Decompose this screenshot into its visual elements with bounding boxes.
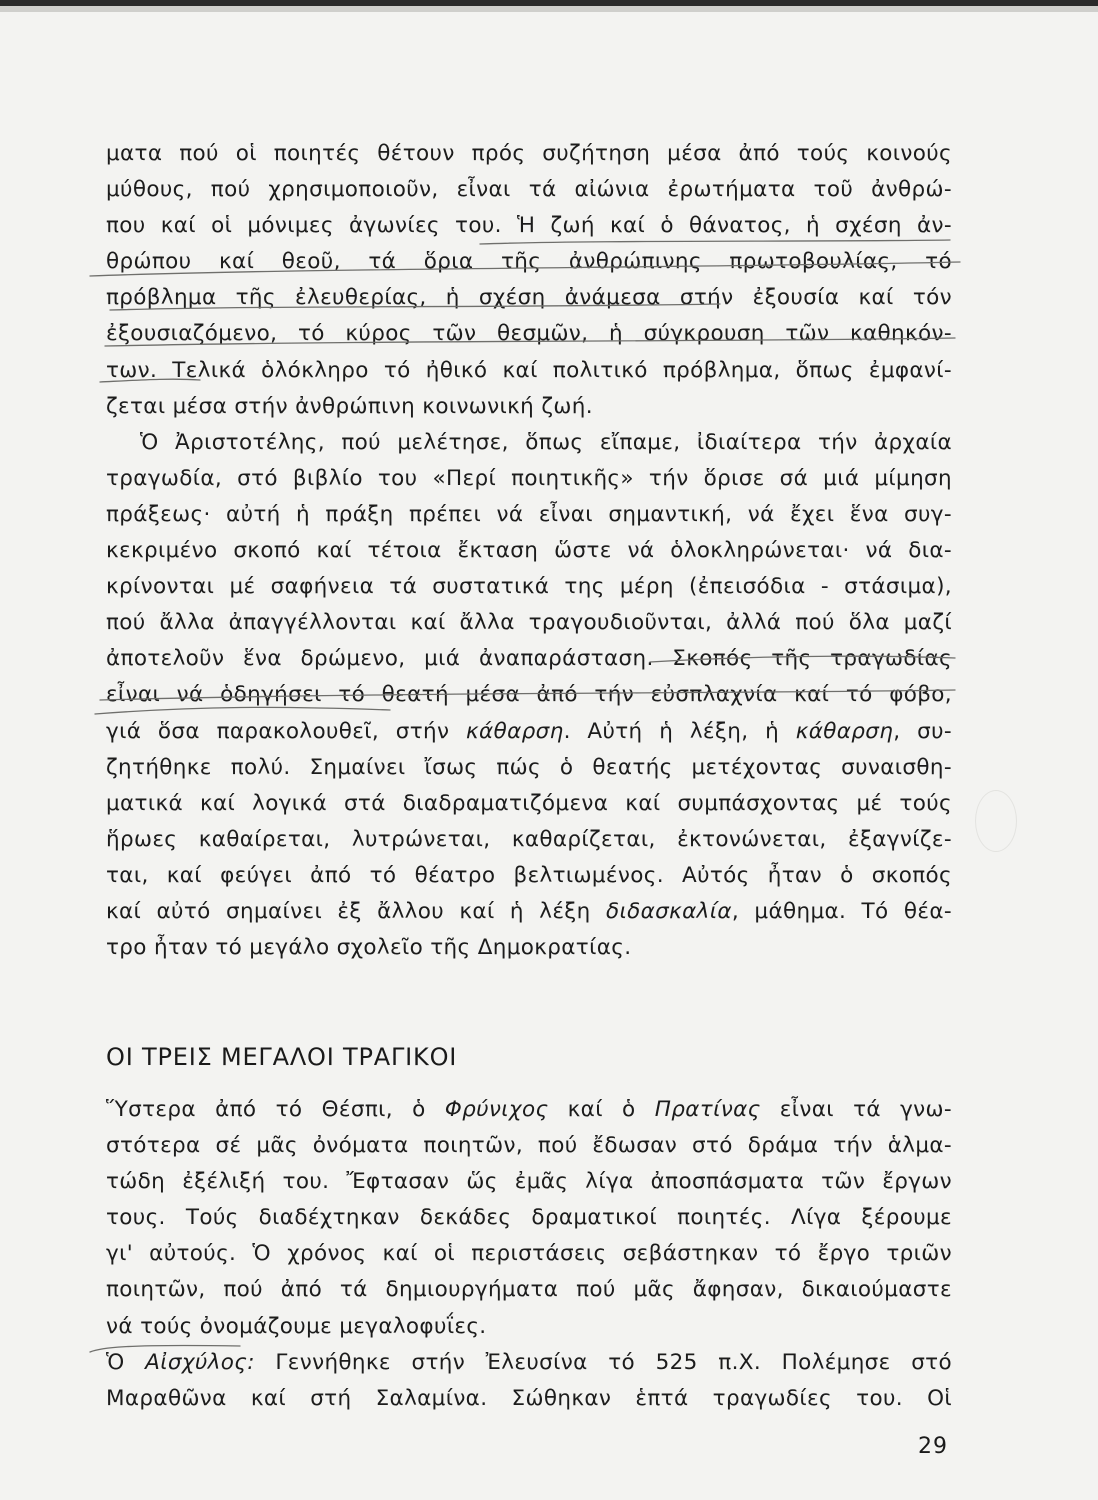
page-top-shadow — [0, 6, 1098, 12]
text-run: Γεννήθηκε στήν Ἐλευσίνα τό 525 π.Χ. Πολέμησε στό — [254, 1349, 952, 1375]
section-heading: ΟΙ ΤΡΕΙΣ ΜΕΓΑΛΟΙ ΤΡΑΓΙΚΟΙ — [106, 1043, 458, 1071]
bleed-through-mark — [975, 790, 1017, 852]
text-line: κεκριμένο σκοπό καί τέτοια ἔκταση ὥστε νά ὁλοκληρώνεται· νά δια- — [106, 538, 952, 564]
text-line: των. Τελικά ὁλόκληρο τό ἠθικό καί πολιτικό πρόβλημα, ὅπως ἐμφανί- — [106, 357, 952, 383]
text-line: ζεται μέσα στήν ἀνθρώπινη κοινωνική ζωή. — [106, 393, 593, 419]
text-run: καί αὐτό σημαίνει ἐξ ἄλλου καί ἡ λέξη — [106, 898, 606, 924]
text-line: γι' αὐτούς. Ὁ χρόνος καί οἱ περιστάσεις σεβάστηκαν τό ἔργο τριῶν — [106, 1241, 952, 1267]
text-line: τραγωδία, στό βιβλίο του «Περί ποιητικῆς» τήν ὅρισε σά μιά μίμηση — [106, 465, 952, 491]
text-line: θρώπου καί θεοῦ, τά ὅρια τῆς ἀνθρώπινης πρωτοβουλίας, τό — [106, 249, 952, 275]
text-line: νά τούς ὀνομάζουμε μεγαλοφυΐες. — [106, 1313, 487, 1339]
text-line: μύθους, πού χρησιμοποιοῦν, εἶναι τά αἰώνια ἐρωτήματα τοῦ ἀνθρώ- — [106, 177, 952, 203]
text-line — [106, 1345, 952, 1381]
text-line: Μαραθῶνα καί στή Σαλαμίνα. Σώθηκαν ἑπτά τραγωδίες του. Οἱ — [106, 1385, 952, 1411]
text-line: κρίνονται μέ σαφήνεια τά συστατικά της μέρη (ἐπεισόδια - στάσιμα), — [106, 574, 952, 600]
text-line: ἥρωες καθαίρεται, λυτρώνεται, καθαρίζεται, ἐκτονώνεται, ἐξαγνίζε- — [106, 826, 952, 852]
text-line: ἐξουσιαζόμενο, τό κύρος τῶν θεσμῶν, ἡ σύγκρουση τῶν καθηκόν- — [106, 321, 952, 347]
body-text-upper — [106, 136, 952, 966]
text-line: πρόβλημα τῆς ἐλευθερίας, ἡ σχέση ἀνάμεσα στήν ἐξουσία καί τόν — [106, 285, 952, 311]
text-run: εἶναι τά γνω- — [760, 1097, 952, 1122]
body-text-lower — [106, 1092, 952, 1417]
text-line: που καί οἱ μόνιμες ἀγωνίες του. Ἡ ζωή καί ὁ θάνατος, ἡ σχέση ἀν- — [106, 213, 952, 239]
italic-term: Φρύνιχος — [444, 1097, 549, 1122]
text-line: ται, καί φεύγει ἀπό τό θέατρο βελτιωμένος. Αὐτός ἦταν ὁ σκοπός — [106, 862, 952, 888]
text-line: Ὁ Ἀριστοτέλης, πού μελέτησε, ὅπως εἴπαμε, ἰδιαίτερα τήν ἀρχαία — [140, 429, 952, 455]
text-line: πού ἄλλα ἀπαγγέλλονται καί ἄλλα τραγουδιοῦνται, ἀλλά πού ὅλα μαζί — [106, 610, 952, 636]
text-run: , μάθημα. Τό θέα- — [731, 898, 952, 924]
text-line: ματα πού οἱ ποιητές θέτουν πρός συζήτηση μέσα ἀπό τούς κοινούς — [106, 141, 952, 166]
page-number: 29 — [918, 1434, 948, 1459]
text-line — [106, 894, 952, 930]
italic-term: Αἰσχύλος: — [145, 1349, 255, 1375]
text-run: καί ὁ — [548, 1097, 655, 1122]
italic-term: Πρατίνας — [654, 1097, 761, 1122]
italic-term: κάθαρση — [466, 718, 564, 744]
text-line: ζητήθηκε πολύ. Σημαίνει ἴσως πώς ὁ θεατής μετέχοντας συναισθη- — [106, 754, 952, 780]
italic-term: διδασκαλία — [605, 898, 732, 924]
text-line: τρο ἦταν τό μεγάλο σχολεῖο τῆς Δημοκρατίας. — [106, 935, 632, 961]
text-line: ματικά καί λογικά στά διαδραματιζόμενα καί συμπάσχοντας μέ τούς — [106, 790, 952, 816]
text-run: Ὁ — [106, 1349, 146, 1375]
text-line — [106, 1092, 952, 1128]
text-line — [106, 714, 952, 750]
text-run: Ὕστερα ἀπό τό Θέσπι, ὁ — [106, 1097, 445, 1122]
text-line: στότερα σέ μᾶς ὀνόματα ποιητῶν, πού ἔδωσαν στό δράμα τήν ἁλμα- — [106, 1133, 952, 1159]
section-heading-block — [106, 1038, 952, 1076]
text-line: τους. Τούς διαδέχτηκαν δεκάδες δραματικοί ποιητές. Λίγα ξέρουμε — [106, 1205, 952, 1231]
italic-term: κάθαρση — [795, 718, 894, 744]
text-line: ποιητῶν, πού ἀπό τά δημιουργήματα πού μᾶς ἄφησαν, δικαιούμαστε — [106, 1277, 952, 1303]
text-run: . Αὐτή ἡ λέξη, ἡ — [563, 718, 796, 744]
text-line: πράξεως· αὐτή ἡ πράξη πρέπει νά εἶναι σημαντική, νά ἔχει ἕνα συγ- — [106, 501, 952, 527]
text-line: ἀποτελοῦν ἕνα δρώμενο, μιά ἀναπαράσταση. Σκοπός τῆς τραγωδίας — [106, 646, 952, 672]
text-line: εἶναι νά ὁδηγήσει τό θεατή μέσα ἀπό τήν εὐσπλαχνία καί τό φόβο, — [106, 682, 952, 708]
text-line: τώδη ἐξέλιξή του. Ἔφτασαν ὥς ἐμᾶς λίγα ἀποσπάσματα τῶν ἔργων — [106, 1169, 952, 1195]
text-run: , συ- — [893, 718, 952, 744]
text-run: γιά ὅσα παρακολουθεῖ, στήν — [106, 718, 467, 744]
